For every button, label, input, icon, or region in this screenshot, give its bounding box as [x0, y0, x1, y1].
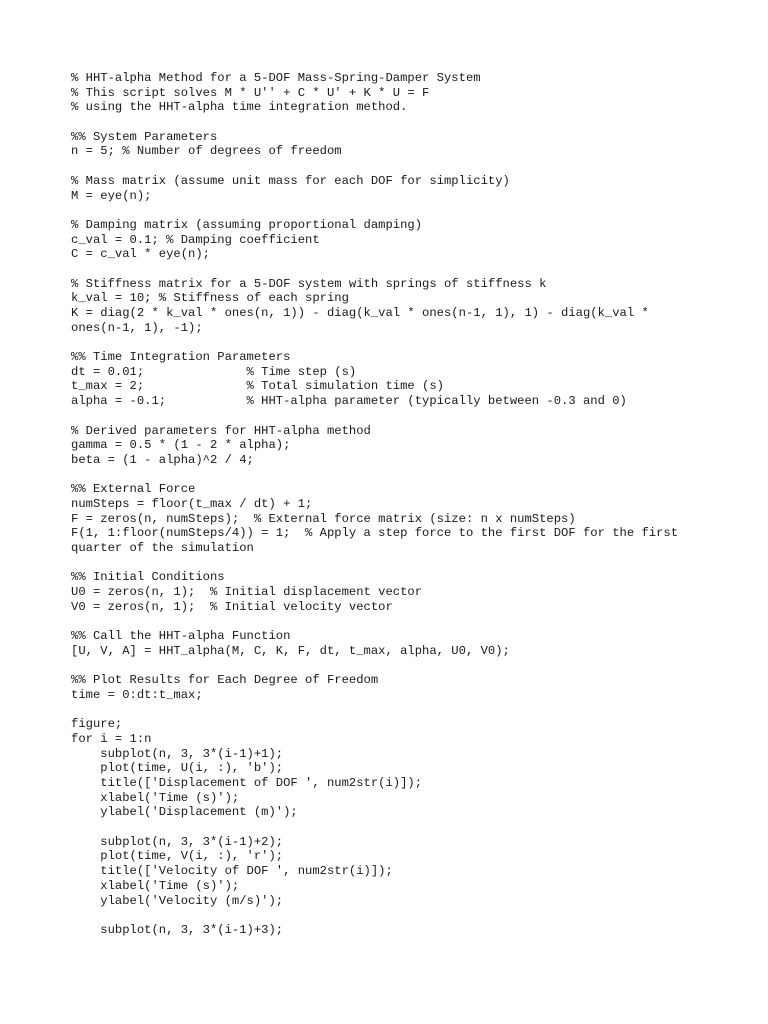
- code-line: [71, 409, 751, 424]
- code-line: ylabel('Displacement (m)');: [71, 805, 298, 820]
- code-line: % Damping matrix (assuming proportional damping): [71, 217, 423, 232]
- code-line: %% Call the HHT-alpha Function: [71, 629, 291, 644]
- code-line: xlabel('Time (s)');: [71, 790, 240, 805]
- code-line: K = diag(2 * k_val * ones(n, 1)) - diag(k_val * ones(n-1, 1), 1) - diag(k_val *: [71, 306, 649, 320]
- code-line: numSteps = floor(t_max / dt) + 1;: [71, 496, 313, 511]
- code-line: [71, 115, 751, 130]
- code-line: alpha = -0.1; % HHT-alpha parameter (typically between -0.3 and 0): [71, 394, 627, 409]
- code-line: ylabel('Velocity (m/s)');: [71, 893, 284, 908]
- code-line: subplot(n, 3, 3*(i-1)+1);: [71, 746, 284, 761]
- code-line: t_max = 2; % Total simulation time (s): [71, 379, 444, 394]
- code-line: c_val = 0.1; % Damping coefficient: [71, 232, 320, 247]
- code-line: figure;: [71, 717, 123, 732]
- code-line: % Stiffness matrix for a 5-DOF system with springs of stiffness k: [71, 276, 547, 291]
- code-line: %% Plot Results for Each Degree of Freedom: [71, 673, 379, 688]
- code-line: k_val = 10; % Stiffness of each spring: [71, 291, 349, 306]
- code-line: [71, 203, 751, 218]
- code-line: F(1, 1:floor(numSteps/4)) = 1; % Apply a step force to the first DOF for the first: [71, 526, 679, 541]
- code-line: subplot(n, 3, 3*(i-1)+2);: [71, 834, 284, 849]
- code-line: n = 5; % Number of degrees of freedom: [71, 144, 342, 159]
- code-line: quarter of the simulation: [71, 541, 254, 555]
- code-line: plot(time, V(i, :), 'r');: [71, 849, 284, 864]
- code-line: [71, 262, 751, 277]
- code-line: M = eye(n);: [71, 188, 152, 203]
- code-line: %% Initial Conditions: [71, 570, 225, 585]
- code-line: [71, 159, 751, 174]
- code-line: ones(n-1, 1), -1);: [71, 320, 203, 335]
- code-line: xlabel('Time (s)');: [71, 878, 240, 893]
- code-line: title(['Velocity of DOF ', num2str(i)]);: [71, 864, 393, 879]
- code-line: % HHT-alpha Method for a 5-DOF Mass-Spring-Damper System: [71, 71, 481, 85]
- code-line: C = c_val * eye(n);: [71, 247, 210, 262]
- code-line: [71, 614, 751, 629]
- code-line: for i = 1:n: [71, 731, 152, 746]
- code-line: %% External Force: [71, 482, 196, 497]
- code-line: % This script solves M * U'' + C * U' + K * U = F: [71, 85, 430, 100]
- code-line: beta = (1 - alpha)^2 / 4;: [71, 452, 254, 467]
- code-listing: [71, 71, 751, 938]
- code-line: [U, V, A] = HHT_alpha(M, C, K, F, dt, t_max, alpha, U0, V0);: [71, 643, 510, 658]
- code-line: [71, 335, 751, 350]
- code-line: %% System Parameters: [71, 129, 218, 144]
- code-line: plot(time, U(i, :), 'b');: [71, 761, 284, 776]
- code-line: U0 = zeros(n, 1); % Initial displacement vector: [71, 585, 423, 600]
- code-line: [71, 468, 751, 483]
- code-line: subplot(n, 3, 3*(i-1)+3);: [71, 922, 284, 937]
- code-line: V0 = zeros(n, 1); % Initial velocity vector: [71, 599, 393, 614]
- code-line: [71, 659, 751, 674]
- code-line: time = 0:dt:t_max;: [71, 687, 203, 702]
- code-line: title(['Displacement of DOF ', num2str(i)]);: [71, 776, 423, 790]
- code-line: % Derived parameters for HHT-alpha method: [71, 423, 371, 438]
- code-line: F = zeros(n, numSteps); % External force matrix (size: n x numSteps): [71, 511, 576, 526]
- code-line: % using the HHT-alpha time integration method.: [71, 100, 408, 115]
- code-line: [71, 820, 751, 835]
- code-line: [71, 703, 751, 718]
- code-line: [71, 908, 751, 923]
- code-line: % Mass matrix (assume unit mass for each DOF for simplicity): [71, 173, 510, 188]
- code-line: [71, 556, 751, 571]
- code-line: dt = 0.01; % Time step (s): [71, 364, 357, 379]
- code-line: %% Time Integration Parameters: [71, 350, 291, 365]
- code-line: gamma = 0.5 * (1 - 2 * alpha);: [71, 438, 291, 453]
